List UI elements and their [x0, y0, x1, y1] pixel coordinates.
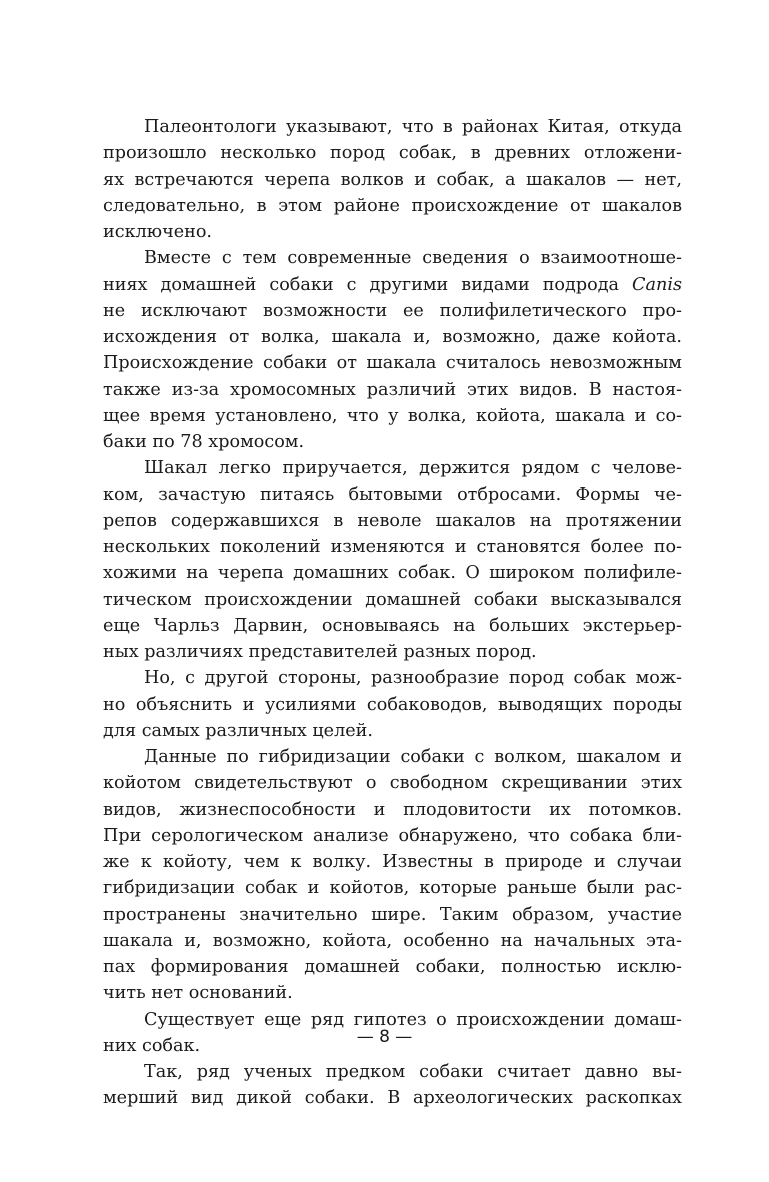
text-line: пространены значительно шире. Таким образом, участие: [103, 904, 682, 925]
paragraph: [103, 665, 682, 744]
text-line: Так, ряд ученых предком собаки считает давно вы-: [144, 1062, 682, 1082]
text-line: Данные по гибридизации собаки с волком, шакалом и: [144, 747, 682, 767]
text-line: Существует еще ряд гипотез о происхождении домаш-: [144, 1009, 682, 1030]
text-line: не исключают возможности ее полифилетического про-: [103, 300, 682, 321]
text-line: тическом происхождении домашней собаки высказывался: [103, 589, 682, 610]
text-line: чить нет оснований.: [103, 983, 293, 1004]
text-line: же к койоту, чем к волку. Известны в природе и случаи: [103, 852, 682, 872]
text-line: Происхождение собаки от шакала считалось невозможным: [103, 353, 682, 374]
paragraph: [103, 744, 682, 1007]
text-line: нескольких поколений изменяются и становятся более по-: [103, 537, 682, 557]
text-line: шакала и, возможно, койота, особенно на начальных эта-: [103, 930, 682, 951]
text-line: них собак.: [103, 1035, 201, 1056]
text-line: для самых различных целей.: [103, 720, 374, 741]
text-line: ных различиях представителей разных пород.: [103, 642, 537, 662]
paragraph: [103, 455, 682, 665]
text-line: произошло несколько пород собак, в древних отложени-: [103, 143, 682, 164]
text-line: ниях домашней собаки с другими видами подрода Canis: [103, 274, 682, 295]
text-line: Шакал легко приручается, держится рядом с челове-: [144, 458, 682, 479]
text-line: следовательно, в этом районе происхождение от шакалов: [103, 195, 682, 216]
text-line: баки по 78 хромосом.: [103, 432, 305, 452]
text-line: койотом свидетельствуют о свободном скрещивании этих: [103, 773, 682, 794]
body-text: [103, 114, 682, 1112]
paragraph: [103, 114, 682, 245]
page-number: — 8 —: [356, 1027, 413, 1047]
text-line: При серологическом анализе обнаружено, что собака бли-: [103, 825, 682, 846]
paragraph: [103, 245, 682, 455]
text-line: исключено.: [103, 222, 213, 242]
text-line: видов, жизнеспособности и плодовитости их потомков.: [103, 799, 682, 820]
text-line: Палеонтологи указывают, что в районах Китая, откуда: [144, 117, 682, 137]
text-line: ком, зачастую питаясь бытовыми отбросами. Формы че-: [103, 484, 682, 505]
latin-genus-name: Canis: [632, 274, 682, 295]
text-line: гибридизации собак и койотов, которые раньше были рас-: [103, 878, 682, 899]
text-line: еще Чарльз Дарвин, основываясь на больших экстерьер-: [103, 615, 682, 636]
text-line: щее время установлено, что у волка, койота, шакала и со-: [103, 405, 682, 426]
text-line: репов содержавшихся в неволе шакалов на протяжении: [103, 510, 682, 531]
text-line: хожими на черепа домашних собак. О широком полифиле-: [103, 563, 682, 584]
paragraph: [103, 1059, 682, 1112]
text-line: Вместе с тем современные сведения о взаимоотноше-: [144, 248, 682, 269]
text-line: также из-за хромосомных различий этих видов. В настоя-: [103, 379, 682, 400]
text-line: исхождения от волка, шакала и, возможно, даже койота.: [103, 327, 682, 347]
text-line: мерший вид дикой собаки. В археологических раскопках: [103, 1088, 682, 1109]
text-line: но объяснить и усилиями собаководов, выводящих породы: [103, 694, 682, 715]
text-line: Но, с другой стороны, разнообразие пород собак мож-: [144, 668, 682, 689]
text-line: ях встречаются черепа волков и собак, а шакалов — нет,: [103, 169, 682, 190]
text-line: пах формирования домашней собаки, полностью исклю-: [103, 957, 682, 977]
